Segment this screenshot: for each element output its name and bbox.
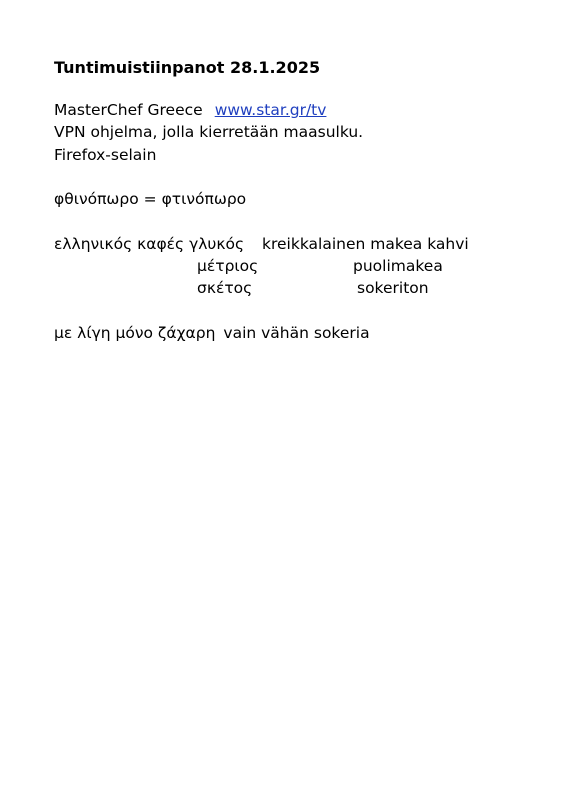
document-title: Tuntimuistiinpanot 28.1.2025 [54, 58, 321, 77]
masterchef-text: MasterChef Greece [54, 101, 203, 119]
vpn-line: VPN ohjelma, jolla kierretään maasulku. [54, 123, 364, 141]
finnish-coffee-plain: sokeriton [357, 279, 429, 297]
firefox-line: Firefox-selain [54, 146, 157, 164]
autumn-spelling-line: φθινόπωρο = φτινόπωρο [54, 190, 247, 208]
greek-coffee-plain: σκέτος [197, 279, 253, 297]
finnish-coffee-medium: puolimakea [353, 257, 443, 275]
greek-coffee-medium: μέτριος [197, 257, 259, 275]
little-sugar-finnish: vain vähän sokeria [223, 324, 370, 342]
masterchef-line [54, 100, 326, 120]
finnish-coffee-sweet: kreikkalainen makea kahvi [262, 235, 469, 253]
greek-coffee-sweet: ελληνικός καφές γλυκός [54, 235, 245, 253]
little-sugar-line [54, 323, 370, 343]
little-sugar-greek: με λίγη μόνο ζάχαρη [54, 324, 216, 342]
star-gr-link[interactable]: www.star.gr/tv [214, 101, 327, 119]
